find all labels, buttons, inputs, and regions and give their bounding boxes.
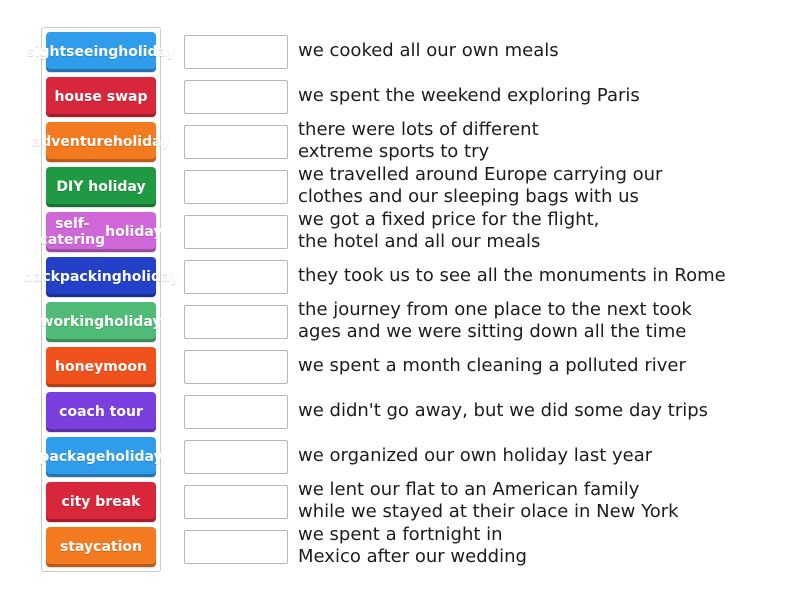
tile-house-swap[interactable] — [46, 77, 156, 117]
description-6 — [298, 253, 778, 298]
description-10 — [298, 433, 778, 478]
tile-self-catering-holiday[interactable] — [39, 212, 163, 252]
tile-label-line: honeymoon — [55, 359, 147, 375]
drop-box-8[interactable] — [184, 350, 288, 384]
tile-city-break[interactable] — [46, 482, 156, 522]
description-line: clothes and our sleeping bags with us — [298, 185, 639, 207]
description-line: ages and we were sitting down all the time — [298, 320, 687, 342]
description-line: we spent the weekend exploring Paris — [298, 84, 640, 106]
tile-label-line: self-catering — [39, 216, 106, 248]
drop-box-4[interactable] — [184, 170, 288, 204]
drop-box-10[interactable] — [184, 440, 288, 474]
drop-box-3[interactable] — [184, 125, 288, 159]
drop-box-9[interactable] — [184, 395, 288, 429]
tile-label-line: coach tour — [59, 404, 143, 420]
description-line: we organized our own holiday last year — [298, 444, 653, 466]
tile-label-line: holiday — [105, 449, 163, 465]
tile-label-line: DIY holiday — [56, 179, 146, 195]
drop-box-2[interactable] — [184, 80, 288, 114]
tile-label-line: holiday — [112, 134, 171, 150]
tile-label-line: holiday — [121, 269, 180, 285]
tile-backpacking-holiday[interactable] — [22, 257, 180, 297]
tile-label-line: holiday — [105, 224, 163, 240]
description-line: the journey from one place to the next took — [298, 298, 692, 320]
description-line: extreme sports to try — [298, 140, 490, 162]
drop-box-11[interactable] — [184, 485, 288, 519]
drop-box-7[interactable] — [184, 305, 288, 339]
description-line: we got a fixed price for the flight, — [298, 208, 600, 230]
drop-box-12[interactable] — [184, 530, 288, 564]
description-line: we lent our flat to an American family — [298, 478, 640, 500]
tile-label-line: sightseeing — [26, 44, 119, 60]
description-7 — [298, 298, 778, 343]
tile-sightseeing-holiday[interactable] — [26, 32, 176, 72]
drop-box-6[interactable] — [184, 260, 288, 294]
tile-honeymoon[interactable] — [46, 347, 156, 387]
description-line: they took us to see all the monuments in Rome — [298, 264, 726, 286]
tile-label-line: holiday — [104, 314, 162, 330]
description-line: we didn't go away, but we did some day trips — [298, 399, 709, 421]
tile-working-holiday[interactable] — [40, 302, 162, 342]
tile-package-holiday[interactable] — [39, 437, 163, 477]
description-12 — [298, 523, 778, 568]
description-11 — [298, 478, 778, 523]
description-3 — [298, 118, 778, 163]
description-line: we travelled around Europe carrying our — [298, 163, 663, 185]
tile-label-line: staycation — [60, 539, 142, 555]
tile-diy-holiday[interactable] — [46, 167, 156, 207]
drop-box-5[interactable] — [184, 215, 288, 249]
description-line: we spent a month cleaning a polluted river — [298, 354, 686, 376]
description-line: we spent a fortnight in — [298, 523, 503, 545]
description-9 — [298, 388, 778, 433]
tile-label-line: house swap — [54, 89, 148, 105]
tile-label-line: backpacking — [22, 269, 122, 285]
tile-label-line: adventure — [31, 134, 113, 150]
tile-adventure-holiday[interactable] — [31, 122, 171, 162]
drop-box-1[interactable] — [184, 35, 288, 69]
tile-label-line: city break — [61, 494, 141, 510]
description-1 — [298, 28, 778, 73]
tile-staycation[interactable] — [46, 527, 156, 567]
description-line: the hotel and all our meals — [298, 230, 541, 252]
description-5 — [298, 208, 778, 253]
description-line: there were lots of different — [298, 118, 539, 140]
description-line: we cooked all our own meals — [298, 39, 559, 61]
description-line: while we stayed at their olace in New York — [298, 500, 679, 522]
description-2 — [298, 73, 778, 118]
description-8 — [298, 343, 778, 388]
tile-label-line: working — [40, 314, 105, 330]
description-line: Mexico after our wedding — [298, 545, 527, 567]
tile-label-line: holiday — [118, 44, 176, 60]
tile-coach-tour[interactable] — [46, 392, 156, 432]
description-4 — [298, 163, 778, 208]
tile-label-line: package — [39, 449, 106, 465]
